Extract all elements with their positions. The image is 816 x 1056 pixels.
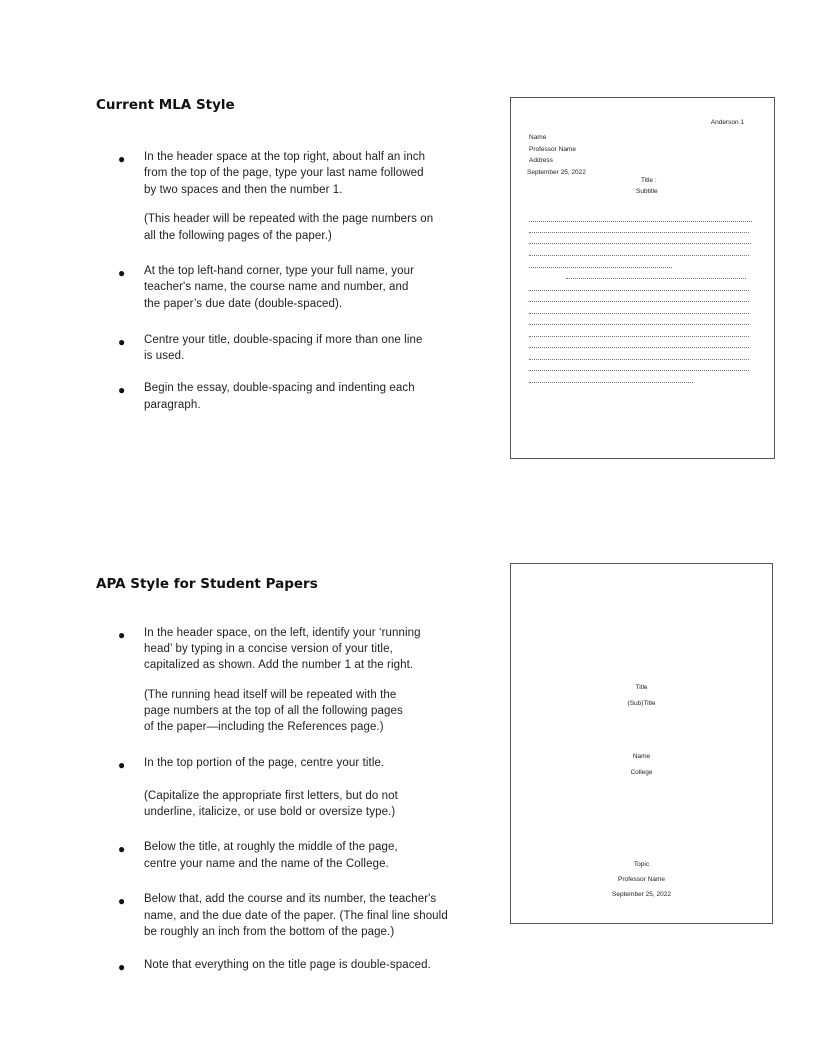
- bullet-marker: ●: [118, 758, 126, 772]
- apa-sample-subtitle: (Sub)Title: [627, 700, 656, 707]
- mla-bullet-3-line-1: Centre your title, double-spacing if more than one line: [144, 334, 423, 346]
- apa-bullet-2-note-2: underline, italicize, or use bold or oversize type.): [144, 806, 396, 818]
- apa-bullet-4-line-2: name, and the due date of the paper. (The final line should: [144, 910, 448, 922]
- mla-sample-text-line: [529, 301, 749, 302]
- apa-heading: APA Style for Student Papers: [96, 576, 318, 592]
- mla-sample-text-line: [529, 324, 749, 325]
- mla-sample-header: Anderson 1: [710, 119, 744, 126]
- mla-sample-text-line: [529, 370, 749, 371]
- apa-bullet-1-note-3: of the paper—including the References page.): [144, 721, 384, 733]
- mla-sample-text-line: [566, 278, 746, 279]
- apa-bullet-1-note-2: page numbers at the top of all the following pages: [144, 705, 403, 717]
- apa-sample-topic: Topic: [633, 861, 650, 868]
- apa-sample-college: College: [630, 769, 653, 776]
- mla-sample-text-line: [529, 267, 672, 268]
- mla-sample-title: Title :: [641, 177, 657, 184]
- mla-bullet-3-line-2: is used.: [144, 350, 185, 362]
- apa-bullet-2-line-1: In the top portion of the page, centre your title.: [144, 757, 385, 769]
- mla-sample-page: [510, 97, 775, 459]
- bullet-marker: ●: [118, 266, 126, 280]
- mla-sample-text-line: [529, 232, 749, 233]
- mla-sample-date: September 25, 2022: [527, 169, 586, 176]
- bullet-marker: ●: [118, 152, 126, 166]
- mla-bullet-2-line-2: teacher's name, the course name and number, and: [144, 281, 409, 293]
- apa-bullet-1-line-1: In the header space, on the left, identify your ‘running: [144, 627, 421, 639]
- bullet-marker: ●: [118, 894, 126, 908]
- mla-sample-professor: Professor Name: [529, 146, 576, 153]
- mla-sample-text-line: [529, 221, 752, 222]
- mla-sample-text-line: [529, 290, 749, 291]
- mla-sample-text-line: [529, 359, 749, 360]
- mla-sample-address: Address: [529, 157, 553, 164]
- mla-sample-text-line: [529, 347, 749, 348]
- mla-bullet-2-line-1: At the top left-hand corner, type your full name, your: [144, 265, 415, 277]
- apa-bullet-4-line-1: Below that, add the course and its number, the teacher's: [144, 893, 437, 905]
- mla-bullet-1-note-1: (This header will be repeated with the page numbers on: [144, 213, 434, 225]
- apa-bullet-4-line-3: be roughly an inch from the bottom of the page.): [144, 926, 395, 938]
- apa-sample-page: [510, 563, 773, 924]
- mla-sample-name: Name: [529, 134, 547, 141]
- apa-bullet-3-line-1: Below the title, at roughly the middle of the page,: [144, 841, 398, 853]
- apa-sample-date: September 25, 2022: [612, 891, 671, 898]
- bullet-marker: ●: [118, 335, 126, 349]
- bullet-marker: ●: [118, 383, 126, 397]
- apa-bullet-1-line-3: capitalized as shown. Add the number 1 at the right.: [144, 659, 414, 671]
- mla-bullet-1-line-2: from the top of the page, type your last name followed: [144, 167, 424, 179]
- mla-sample-subtitle: Subtitle: [636, 188, 658, 195]
- apa-bullet-2-note-1: (Capitalize the appropriate first letters, but do not: [144, 790, 398, 802]
- mla-sample-text-line: [529, 336, 749, 337]
- bullet-marker: ●: [118, 960, 126, 974]
- mla-bullet-4-line-1: Begin the essay, double-spacing and indenting each: [144, 382, 415, 394]
- apa-sample-name: Name: [632, 753, 651, 760]
- mla-sample-text-line: [529, 313, 749, 314]
- apa-sample-professor: Professor Name: [618, 876, 665, 883]
- mla-bullet-2-line-3: the paper’s due date (double-spaced).: [144, 298, 343, 310]
- mla-sample-text-line: [529, 382, 693, 383]
- mla-sample-text-line: [529, 255, 749, 256]
- mla-bullet-1-line-3: by two spaces and then the number 1.: [144, 184, 343, 196]
- apa-bullet-1-line-2: head’ by typing in a concise version of your title,: [144, 643, 393, 655]
- bullet-marker: ●: [118, 628, 126, 642]
- apa-bullet-3-line-2: centre your name and the name of the College.: [144, 858, 389, 870]
- apa-sample-title: Title: [635, 684, 648, 691]
- bullet-marker: ●: [118, 842, 126, 856]
- mla-bullet-4-line-2: paragraph.: [144, 399, 201, 411]
- apa-bullet-5-line-1: Note that everything on the title page is double-spaced.: [144, 959, 431, 971]
- mla-bullet-1-line-1: In the header space at the top right, about half an inch: [144, 151, 426, 163]
- apa-bullet-1-note-1: (The running head itself will be repeated with the: [144, 689, 397, 701]
- mla-heading: Current MLA Style: [96, 97, 235, 113]
- mla-bullet-1-note-2: all the following pages of the paper.): [144, 230, 332, 242]
- mla-sample-text-line: [529, 243, 751, 244]
